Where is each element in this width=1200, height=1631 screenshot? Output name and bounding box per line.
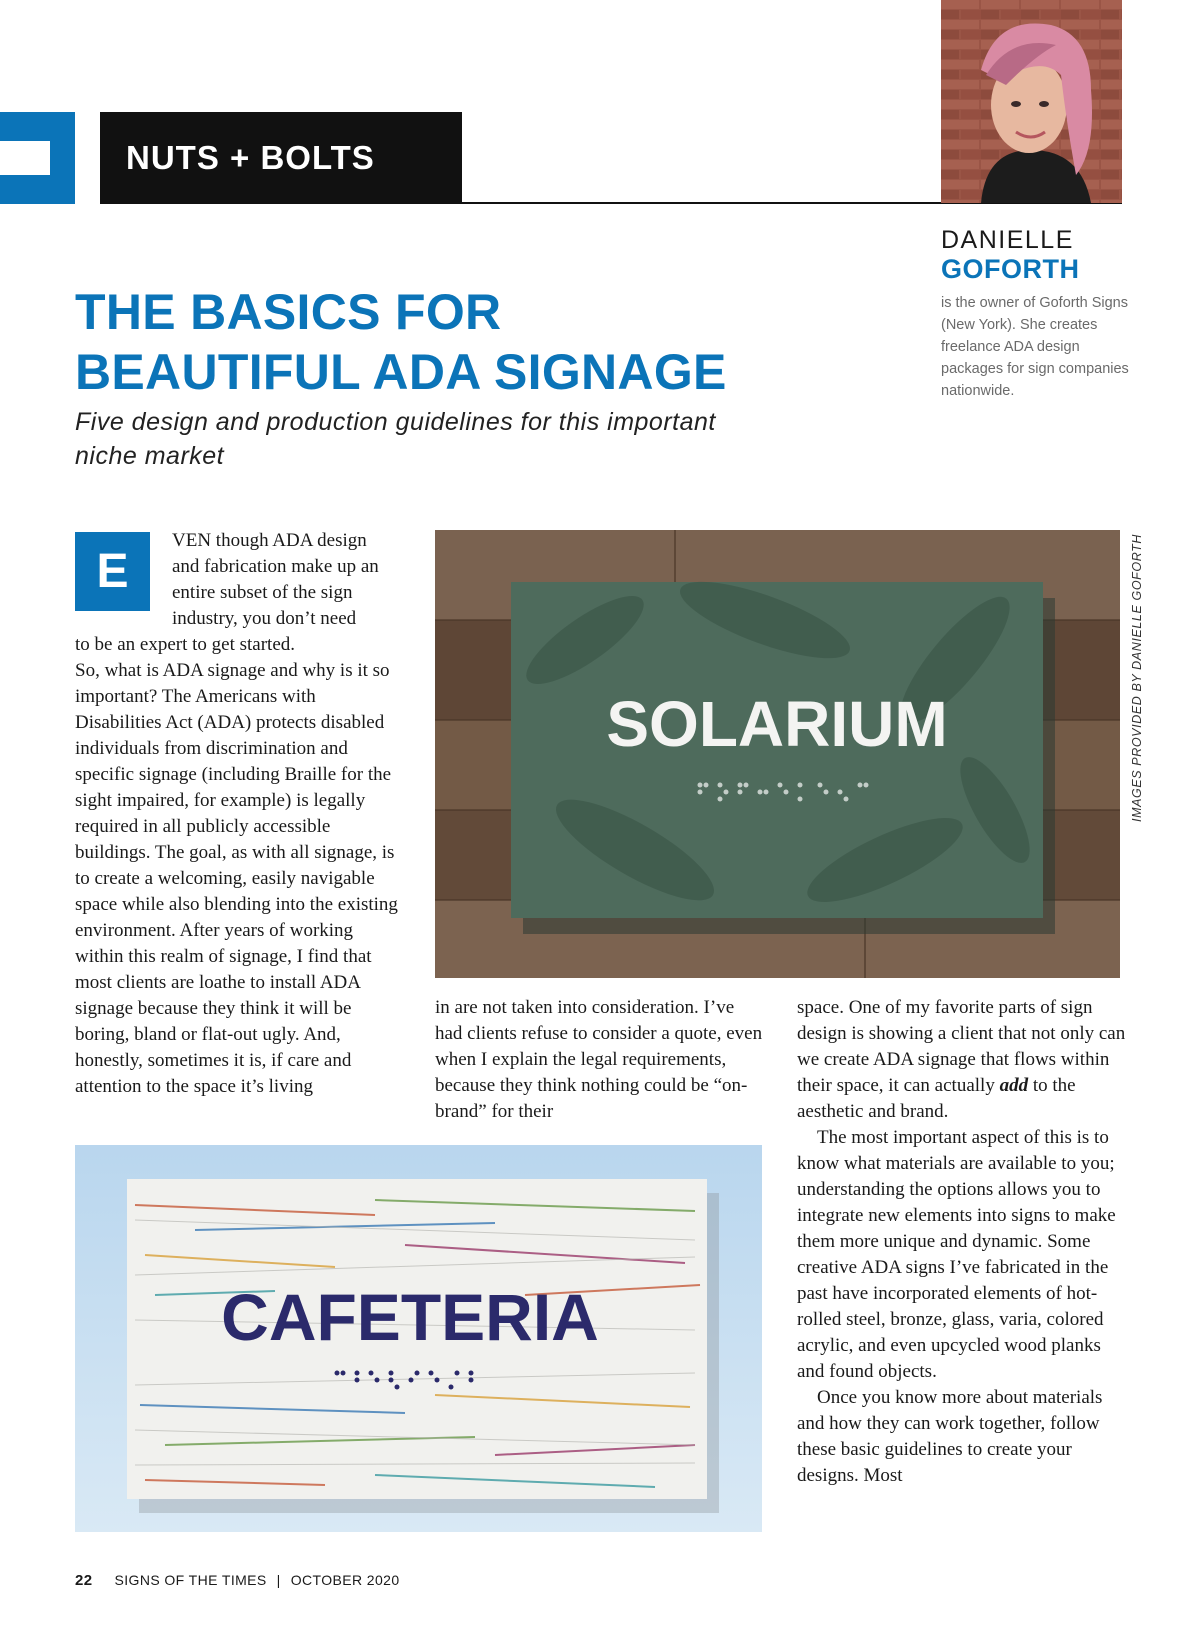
- solarium-sign-photo: [435, 530, 1120, 978]
- lead-paragraph-start: VEN though ADA design and fabrication make up an entire subset of the sign industry, you don’t need: [172, 530, 379, 629]
- body-paragraph: So, what is ADA signage and why is it so important? The Americans with Disabilities Act (ADA) protects disabled individuals from discrimination and specific signage (including Braille for the sight impaired, for example) is legally required in all publicly accessible buildings. The goal, as with all signage, is to create a welcoming, easily navigable space while also blending into the existing environment. After years of working within this realm of signage, I find that most clients are loathe to install ADA signage because they think it will be boring, bland or flat-out ugly. And, honestly, sometimes it is, if care and attention to the space it’s living: [75, 660, 398, 1097]
- author-bio: is the owner of Goforth Signs (New York). She creates freelance ADA design packages for sign companies nationwide.: [941, 295, 1129, 399]
- section-accent-notch: [0, 141, 50, 175]
- body-text: space. One of my favorite parts of sign design is showing a client that not only can we create ADA signage that flows within their space, it can actually: [797, 997, 1126, 1096]
- footer-separator: |: [276, 1572, 281, 1588]
- emphasis-text: add: [999, 1075, 1029, 1096]
- article-deck: Five design and production guidelines for this important niche market: [75, 408, 716, 470]
- column-2-body: [435, 995, 765, 1125]
- headline-line-1: THE BASICS FOR: [75, 284, 502, 340]
- cafeteria-sign-photo: [75, 1145, 762, 1532]
- author-first-name: DANIELLE: [941, 226, 1074, 254]
- solarium-sign-text: SOLARIUM: [606, 688, 948, 760]
- lead-paragraph-end: to be an expert to get started.: [75, 634, 296, 655]
- body-paragraph: The most important aspect of this is to know what materials are available to you; understanding the options allows you to integrate new elements into signs to make them more unique and dynamic. Some creative ADA signs I’ve fabricated in the past have incorporated elements of hot-rolled steel, bronze, glass, varia, colored acrylic, and even upcycled wood planks and found objects.: [797, 1127, 1116, 1382]
- body-paragraph: Once you know more about materials and how they can work together, follow these basic guidelines to create your designs. Most: [797, 1387, 1103, 1486]
- author-last-name: GOFORTH: [941, 254, 1080, 284]
- cafeteria-sign-text: CAFETERIA: [221, 1280, 599, 1354]
- headline-line-2: BEAUTIFUL ADA SIGNAGE: [75, 344, 727, 400]
- issue-date: OCTOBER 2020: [290, 1572, 400, 1588]
- author-photo: [941, 0, 1122, 203]
- publication-name: SIGNS OF THE TIMES: [114, 1572, 267, 1588]
- body-paragraph: in are not taken into consideration. I’ve had clients refuse to consider a quote, even when I explain the legal requirements, because they think nothing could be “on-brand” for their: [435, 997, 763, 1122]
- body-paragraph: [797, 995, 1132, 1125]
- article-headline: [75, 282, 905, 402]
- column-3-body: [797, 995, 1132, 1489]
- column-1-body: [75, 632, 400, 1100]
- image-credit-text: IMAGES PROVIDED BY DANIELLE GOFORTH: [1130, 534, 1144, 822]
- section-label: NUTS + BOLTS: [100, 112, 462, 204]
- body-text: to the aesthetic and brand.: [797, 1075, 1076, 1122]
- page-footer: [75, 1572, 400, 1589]
- page-number: 22: [75, 1572, 93, 1589]
- drop-cap: E: [75, 532, 150, 611]
- image-credit: [1130, 532, 1148, 822]
